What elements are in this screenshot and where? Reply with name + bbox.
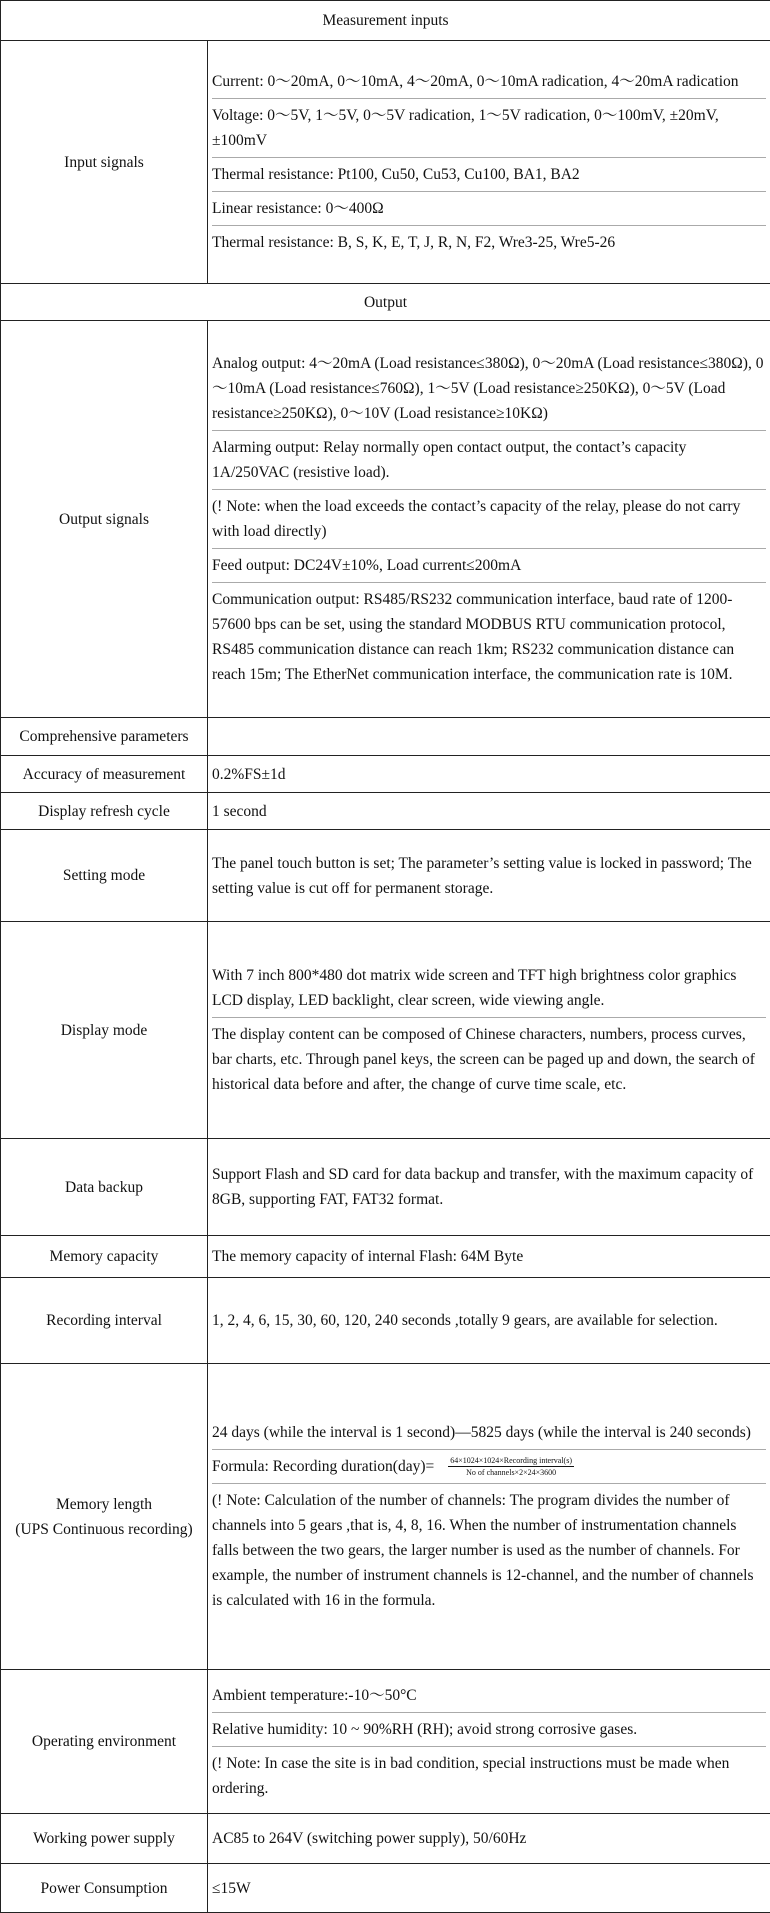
list-item: Thermal resistance: B, S, K, E, T, J, R, N, F2, Wre3-25, Wre5-26 bbox=[212, 225, 766, 259]
param-label: Setting mode bbox=[1, 830, 208, 922]
section-title: Output bbox=[1, 284, 770, 321]
list-item: Feed output: DC24V±10%, Load current≤200mA bbox=[212, 548, 766, 582]
param-value bbox=[208, 718, 770, 756]
list-item: Linear resistance: 0～400Ω bbox=[212, 191, 766, 225]
param-value-list bbox=[208, 922, 770, 1139]
param-value: The panel touch button is set; The parameter’s setting value is locked in password; The setting value is cut off for permanent storage. bbox=[208, 830, 770, 922]
param-label: Data backup bbox=[1, 1139, 208, 1236]
formula-label: Formula: Recording duration(day)= bbox=[212, 1454, 434, 1479]
param-label: Operating environment bbox=[1, 1670, 208, 1814]
param-value: 1 second bbox=[208, 793, 770, 830]
param-label: Working power supply bbox=[1, 1814, 208, 1864]
row-data-backup bbox=[1, 1139, 770, 1236]
list-item: Thermal resistance: Pt100, Cu50, Cu53, Cu100, BA1, BA2 bbox=[212, 157, 766, 191]
param-value: The memory capacity of internal Flash: 64M Byte bbox=[208, 1236, 770, 1278]
formula-numerator: 64×1024×1024×Recording interval(s) bbox=[448, 1455, 574, 1467]
list-item: Ambient temperature:-10～50°C bbox=[212, 1679, 766, 1712]
param-label: Comprehensive parameters bbox=[1, 718, 208, 756]
param-value: Support Flash and SD card for data backup and transfer, with the maximum capacity of 8GB, supporting FAT, FAT32 format. bbox=[208, 1139, 770, 1236]
list-item: (! Note: when the load exceeds the contact’s capacity of the relay, please do not carry with load directly) bbox=[212, 489, 766, 548]
list-item: Analog output: 4～20mA (Load resistance≤380Ω), 0～20mA (Load resistance≤380Ω), 0～10mA (Load resistance≤760Ω), 1～5V (Load resistance≥250KΩ), 0～5V (Load resistance≥250KΩ), 0～10V (Load resistance≥10KΩ) bbox=[212, 347, 766, 430]
param-value-list bbox=[208, 1670, 770, 1814]
param-label: Recording interval bbox=[1, 1278, 208, 1364]
list-item: Current: 0～20mA, 0～10mA, 4～20mA, 0～10mA radication, 4～20mA radication bbox=[212, 65, 766, 98]
list-item: Alarming output: Relay normally open contact output, the contact’s capacity 1A/250VAC (resistive load). bbox=[212, 430, 766, 489]
list-item: (! Note: In case the site is in bad condition, special instructions must be made when ordering. bbox=[212, 1746, 766, 1805]
list-item: (! Note: Calculation of the number of channels: The program divides the number of channels into 5 gears ,that is, 4, 8, 16. When the number of instrumentation channels falls between the two gears, the larger number is used as the number of channels. For example, the number of instrument channels is 12-channel, and the number of channels is calculated with 16 in the formula. bbox=[212, 1483, 766, 1617]
row-accuracy bbox=[1, 756, 770, 793]
param-label: Input signals bbox=[1, 41, 208, 284]
list-item: 24 days (while the interval is 1 second)—5825 days (while the interval is 240 seconds) bbox=[212, 1416, 766, 1449]
row-refresh-cycle bbox=[1, 793, 770, 830]
row-operating-environment bbox=[1, 1670, 770, 1814]
list-item: With 7 inch 800*480 dot matrix wide screen and TFT high brightness color graphics LCD display, LED backlight, clear screen, wide viewing angle. bbox=[212, 959, 766, 1017]
param-label bbox=[1, 1364, 208, 1670]
row-output-signals bbox=[1, 321, 770, 718]
param-label: Memory capacity bbox=[1, 1236, 208, 1278]
row-recording-interval bbox=[1, 1278, 770, 1364]
param-label: Power Consumption bbox=[1, 1864, 208, 1913]
row-memory-capacity bbox=[1, 1236, 770, 1278]
row-display-mode bbox=[1, 922, 770, 1139]
row-input-signals bbox=[1, 41, 770, 284]
row-setting-mode bbox=[1, 830, 770, 922]
param-label: Accuracy of measurement bbox=[1, 756, 208, 793]
row-power-consumption bbox=[1, 1864, 770, 1913]
formula bbox=[212, 1449, 766, 1483]
row-power-supply bbox=[1, 1814, 770, 1864]
list-item: Relative humidity: 10 ~ 90%RH (RH); avoid strong corrosive gases. bbox=[212, 1712, 766, 1746]
param-value-list bbox=[208, 1364, 770, 1670]
list-item: Voltage: 0～5V, 1～5V, 0～5V radication, 1～5V radication, 0～100mV, ±20mV, ±100mV bbox=[212, 98, 766, 157]
param-value-list bbox=[208, 41, 770, 284]
param-label: Output signals bbox=[1, 321, 208, 718]
list-item: Communication output: RS485/RS232 communication interface, baud rate of 1200-57600 bps can be set, using the standard MODBUS RTU communication protocol, RS485 communication distance can reach 1km; RS232 communication distance can reach 15m; The EtherNet communication interface, the communication rate is 10M. bbox=[212, 582, 766, 691]
section-row-measurement bbox=[1, 1, 770, 41]
formula-denominator: No of channels×2×24×3600 bbox=[464, 1467, 558, 1478]
param-value: 0.2%FS±1d bbox=[208, 756, 770, 793]
row-comprehensive-parameters bbox=[1, 718, 770, 756]
param-label: Display refresh cycle bbox=[1, 793, 208, 830]
row-memory-length bbox=[1, 1364, 770, 1670]
section-row-output bbox=[1, 284, 770, 321]
param-value: ≤15W bbox=[208, 1864, 770, 1913]
param-label-line: (UPS Continuous recording) bbox=[5, 1517, 203, 1542]
param-label-line: Memory length bbox=[5, 1492, 203, 1517]
section-title: Measurement inputs bbox=[1, 1, 770, 41]
param-value: AC85 to 264V (switching power supply), 50/60Hz bbox=[208, 1814, 770, 1864]
param-value-list bbox=[208, 321, 770, 718]
formula-fraction bbox=[448, 1455, 574, 1478]
param-label: Display mode bbox=[1, 922, 208, 1139]
param-value: 1, 2, 4, 6, 15, 30, 60, 120, 240 seconds ,totally 9 gears, are available for selection. bbox=[208, 1278, 770, 1364]
list-item: The display content can be composed of Chinese characters, numbers, process curves, bar charts, etc. Through panel keys, the screen can be paged up and down, the search of historical data before and after, the change of curve time scale, etc. bbox=[212, 1017, 766, 1101]
